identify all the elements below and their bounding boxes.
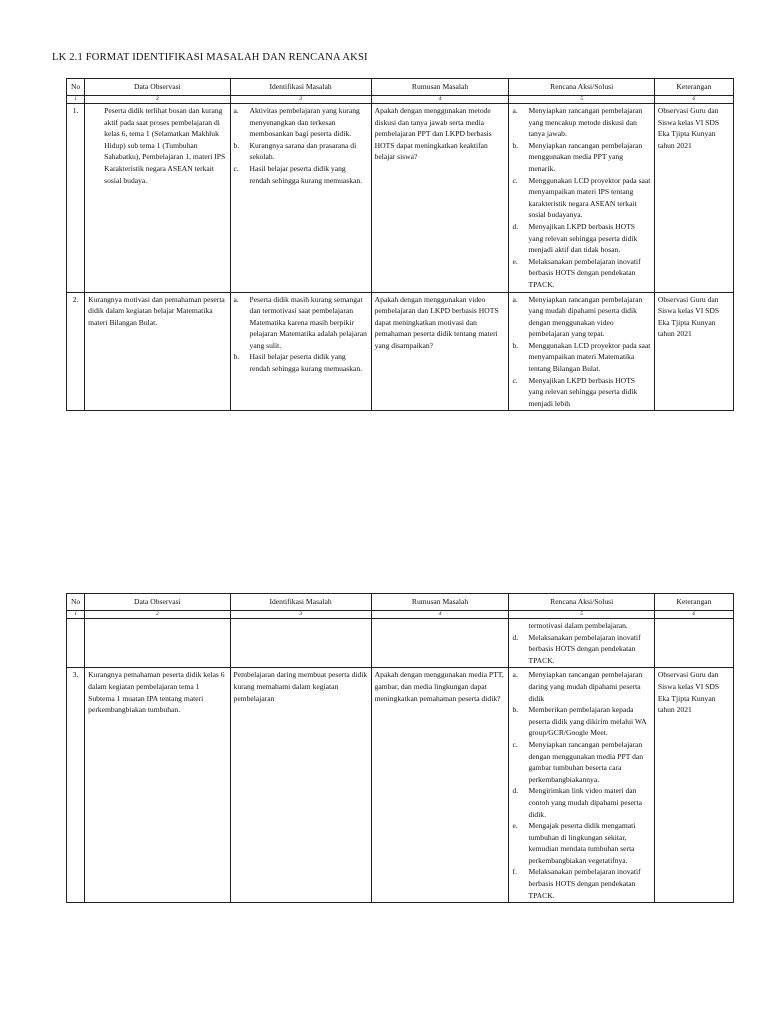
observation-text: Kurangnya pemahaman peserta didik kelas 6 dalam kegiatan pembelajaran tema 1 Subtema 1 muatan IPA tentang materi perkembangbiakan tumbuhan. — [88, 670, 225, 715]
cell-rumusan-masalah — [371, 668, 509, 903]
problem-text: Pembelajaran daring membuat peserta didik kurang memahami dalam kegiatan pembelajaran — [233, 670, 368, 703]
list-marker: d. — [512, 632, 519, 642]
table-row — [67, 104, 734, 293]
list-item — [512, 739, 650, 785]
list-marker: b. — [512, 140, 519, 150]
list-marker: b. — [233, 352, 240, 362]
cell-identifikasi-masalah — [230, 104, 371, 293]
list-item — [512, 632, 650, 667]
header-keterangan: Keterangan — [654, 79, 733, 96]
cell-keterangan — [654, 668, 733, 903]
list-text: Aktivitas pembelajaran yang kurang menyenangkan dan terkesan membosankan bagi peserta didik. — [249, 106, 360, 139]
problem-list — [234, 105, 368, 186]
problem-list — [234, 294, 368, 375]
list-text: Melaksanakan pembelajaran inovatif berbasis HOTS dengan pendekatan TPACK. — [528, 256, 641, 289]
column-number: 5 — [509, 96, 654, 104]
observation-text: Kurangnya motivasi dan pemahaman peserta didik dalam kegiatan belajar Matematika materi Bilangan Bulat. — [88, 294, 225, 327]
header-no: No — [67, 79, 85, 96]
list-marker: f. — [512, 867, 517, 877]
list-item — [512, 140, 650, 175]
cell-identifikasi-masalah — [230, 668, 371, 903]
list-marker: c. — [512, 739, 518, 749]
list-item — [512, 669, 650, 704]
problem-formulation-text: Apakah dengan menggunakan media PTT, gambar, dan media lingkungan dapat meningkatkan pemahaman peserta didik? — [374, 670, 504, 703]
problem-formulation-text: Apakah dengan menggunakan metode diskusi dan tanya jawab serta media pembelajaran PPT dan LKPD berbasis HOTS dapat meningkatkan keaktifan belajar siswa? — [374, 106, 492, 162]
list-item — [512, 785, 650, 820]
column-number: 3 — [230, 96, 371, 104]
list-marker: e. — [512, 256, 518, 266]
observation-text: Peserta didik terlihat bosan dan kurang aktif pada saat proses pembelajaran di kelas 6, tema 1 (Selamatkan Makhluk Hidup) sub tema 1 (Tumbuhan Sahabatku), Pembelajaran 1, materi IPS Karakteristik negara ASEAN terkait sosial budaya. — [104, 106, 226, 185]
list-text: Memberikan pembelajaran kepada peserta didik yang dikirim melalui WA group/GCR/Google Meet. — [528, 705, 647, 738]
column-number: 3 — [230, 611, 371, 619]
list-marker: d. — [512, 221, 519, 231]
list-item — [512, 866, 650, 901]
empty-cell — [230, 619, 371, 668]
list-text: Menyajikan LKPD berbasis HOTS yang relevan sehingga peserta didik menjadi aktif dan tidak bosan. — [528, 221, 638, 255]
header-rencana-aksi: Rencana Aksi/Solusi — [509, 79, 654, 96]
list-marker: a. — [512, 670, 518, 680]
header-data-observasi: Data Observasi — [85, 594, 230, 611]
list-text: Menyiapkan rancangan pembelajaran daring yang mudah dipahami peserta didik — [528, 670, 643, 703]
list-marker: a. — [512, 106, 518, 115]
list-item — [512, 704, 650, 739]
empty-cell — [85, 619, 230, 668]
table-1 — [66, 78, 734, 411]
list-marker: c. — [512, 175, 518, 185]
action-plan-list — [512, 669, 650, 901]
list-text: Melaksanakan pembelajaran inovatif berbasis HOTS dengan pendekatan TPACK. — [528, 867, 641, 900]
list-text: Menggunakan LCD proyektor pada saat menyampaikan materi IPS tentang karakteristik negara ASEAN terkait sosial budayanya. — [528, 175, 651, 220]
table-row — [67, 668, 734, 903]
action-plan-list — [512, 632, 650, 667]
list-text: Mengirimkan link video materi dan contoh yang mudah dipahami peserta didik. — [528, 786, 642, 819]
empty-cell — [371, 619, 509, 668]
header-identifikasi-masalah: Identifikasi Masalah — [230, 594, 371, 611]
list-text: Kurangnya sarana dan prasarana di sekolah. — [249, 140, 357, 162]
list-text: Menggunakan LCD proyektor pada saat menyampaikan materi Matematika tentang Bilangan Bulat. — [528, 340, 651, 374]
list-item — [512, 221, 650, 256]
header-rumusan-masalah: Rumusan Masalah — [371, 79, 509, 96]
list-marker: d. — [512, 786, 519, 796]
cell-rumusan-masalah — [371, 104, 509, 293]
column-number: 5 — [509, 611, 654, 619]
continued-text: termotivasi dalam pembelajaran. — [528, 621, 628, 630]
column-number-row — [67, 96, 734, 104]
list-item — [512, 375, 650, 410]
column-number: 6 — [654, 96, 733, 104]
header-data-observasi: Data Observasi — [85, 79, 230, 96]
empty-cell — [654, 619, 733, 668]
list-marker: b. — [512, 340, 519, 350]
header-rumusan-masalah: Rumusan Masalah — [371, 594, 509, 611]
list-text: Melaksanakan pembelajaran inovatif berbasis HOTS dengan pendekatan TPACK. — [528, 632, 641, 665]
row-number: 3. — [67, 668, 85, 903]
list-item — [512, 820, 650, 866]
cell-data-observasi — [85, 104, 230, 293]
header-row — [67, 79, 734, 96]
column-number: 4 — [371, 611, 509, 619]
action-plan-list — [512, 105, 650, 291]
list-item — [512, 294, 650, 340]
column-number: 2 — [85, 611, 230, 619]
cell-data-observasi — [85, 668, 230, 903]
list-item — [234, 351, 368, 374]
list-text: Menyiapkan rancangan pembelajaran yang mencakup metode diskusi dan tanya jawab. — [528, 106, 643, 139]
problem-formulation-text: Apakah dengan menggunakan video pembelajaran dan LKPD berbasis HOTS dapat meningkatkan motivasi dan pemahaman peserta didik tentang materi yang disampaikan? — [374, 294, 499, 350]
cell-identifikasi-masalah — [230, 292, 371, 411]
list-item — [234, 140, 368, 163]
list-marker: b. — [233, 140, 240, 150]
column-number: 4 — [371, 96, 509, 104]
list-marker: e. — [512, 821, 518, 831]
column-number: 6 — [654, 611, 733, 619]
column-number: 1 — [67, 611, 85, 619]
note-text: Observasi Guru dan Siswa kelas VI SDS Eka Tjipta Kunyan tahun 2021 — [657, 106, 720, 150]
cell-data-observasi — [85, 292, 230, 411]
table-2 — [66, 593, 734, 903]
cell-rencana-aksi — [509, 292, 654, 411]
document-title: LK 2.1 FORMAT IDENTIFIKASI MASALAH DAN RENCANA AKSI — [52, 52, 368, 63]
list-marker: a. — [512, 294, 518, 304]
list-text: Peserta didik masih kurang semangat dan termotivasi saat pembelajaran Matematika karena masih berpikir pelajaran Matematika adalah pelajaran yang sulit. — [249, 294, 367, 350]
list-item — [512, 105, 650, 140]
cell-rencana-aksi — [509, 104, 654, 293]
cell-keterangan — [654, 104, 733, 293]
header-no: No — [67, 594, 85, 611]
list-item — [234, 105, 368, 140]
column-number: 2 — [85, 96, 230, 104]
action-plan-list — [512, 294, 650, 410]
list-item — [234, 294, 368, 352]
list-item — [512, 256, 650, 291]
list-text: Menyiapkan rancangan pembelajaran menggunakan media PPT yang menarik. — [528, 140, 643, 173]
note-text: Observasi Guru dan Siswa kelas VI SDS Eka Tjipta Kunyan tahun 2021 — [657, 294, 720, 339]
header-row — [67, 594, 734, 611]
note-text: Observasi Guru dan Siswa kelas VI SDS Eka Tjipta Kunyan tahun 2021 — [657, 670, 720, 715]
list-marker: b. — [512, 705, 519, 715]
list-text: Menyiapkan rancangan pembelajaran yang mudah dipahami peserta didik dengan menggunakan video pembelajaran yang tepat. — [528, 294, 643, 339]
cell-keterangan — [654, 292, 733, 411]
list-marker: a. — [233, 294, 239, 304]
header-rencana-aksi: Rencana Aksi/Solusi — [509, 594, 654, 611]
list-text: Menyajikan LKPD berbasis HOTS yang relevan sehingga peserta didik menjadi lebih — [528, 375, 638, 408]
list-text: Hasil belajar peserta didik yang rendah sehingga kurang memuaskan. — [249, 163, 363, 185]
list-item — [512, 340, 650, 375]
cell-rumusan-masalah — [371, 292, 509, 411]
list-marker: c. — [512, 375, 518, 385]
column-number-row — [67, 611, 734, 619]
list-item — [234, 163, 368, 186]
header-keterangan: Keterangan — [654, 594, 733, 611]
row-number: 2. — [67, 292, 85, 411]
empty-cell — [67, 619, 85, 668]
list-item — [512, 175, 650, 221]
table-row — [67, 619, 734, 668]
cell-rencana-aksi — [509, 619, 654, 668]
cell-rencana-aksi — [509, 668, 654, 903]
list-text: Mengajak peserta didik mengamati tumbuhan di lingkungan sekitar, kemudian mendata tumbuhan serta perkembangbiakan vegetatifnya. — [528, 821, 636, 865]
header-identifikasi-masalah: Identifikasi Masalah — [230, 79, 371, 96]
list-marker: c. — [233, 163, 239, 173]
list-text: Hasil belajar peserta didik yang rendah sehingga kurang memuaskan. — [249, 352, 363, 374]
column-number: 1 — [67, 96, 85, 104]
table-row — [67, 292, 734, 411]
list-text: Menyiapkan rancangan pembelajaran dengan menggunakan media PPT dan gambar tumbuhan beserta cara perkembangbiakannya. — [528, 739, 644, 784]
row-number: 1. — [67, 104, 85, 293]
list-marker: a. — [233, 106, 239, 115]
